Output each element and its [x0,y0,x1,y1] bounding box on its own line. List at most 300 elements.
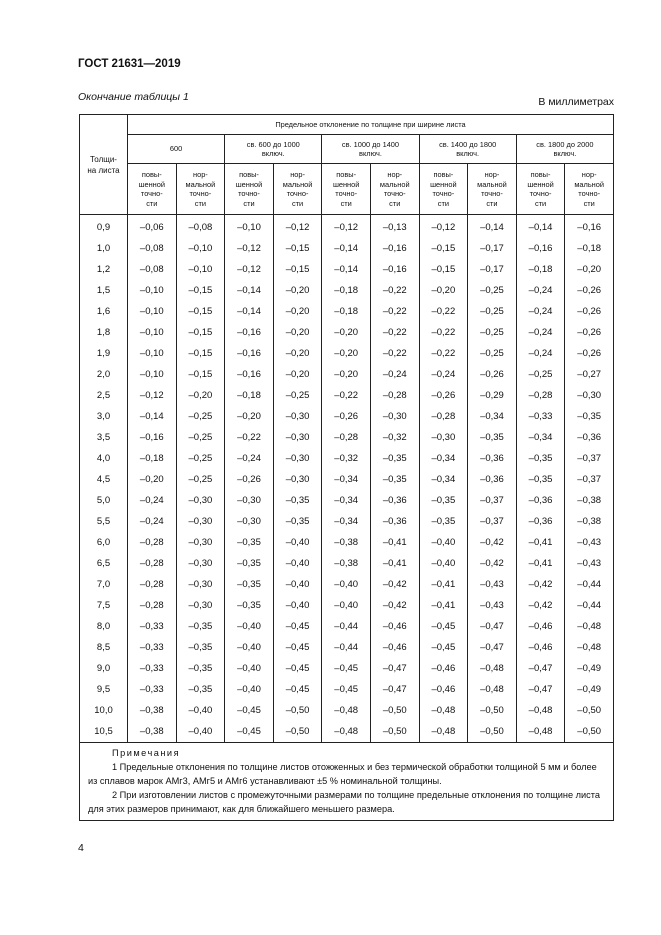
deviation-cell: –0,20 [273,364,322,385]
deviation-cell: –0,36 [516,511,565,532]
deviation-cell: –0,35 [176,658,225,679]
deviation-cell: –0,12 [128,385,177,406]
deviation-cell: –0,14 [225,280,274,301]
page-number: 4 [78,842,84,854]
thickness-cell: 9,0 [80,658,128,679]
thickness-cell: 8,0 [80,616,128,637]
deviation-cell: –0,45 [322,658,371,679]
deviation-cell: –0,34 [322,490,371,511]
deviation-cell: –0,34 [516,427,565,448]
deviation-cell: –0,28 [128,532,177,553]
deviation-cell: –0,38 [565,511,614,532]
deviation-cell: –0,38 [322,553,371,574]
deviation-cell: –0,15 [176,364,225,385]
deviation-cell: –0,15 [273,238,322,259]
deviation-cell: –0,18 [565,238,614,259]
deviation-cell: –0,14 [128,406,177,427]
deviation-cell: –0,34 [468,406,517,427]
deviation-cell: –0,33 [128,637,177,658]
deviation-cell: –0,12 [225,238,274,259]
deviation-cell: –0,34 [419,448,468,469]
deviation-cell: –0,20 [176,385,225,406]
deviation-cell: –0,43 [468,574,517,595]
table-row [80,280,614,301]
deviation-cell: –0,43 [565,532,614,553]
table-caption: Окончание таблицы 1 [78,91,189,103]
deviation-cell: –0,35 [273,490,322,511]
deviation-cell: –0,35 [176,679,225,700]
table-row [80,406,614,427]
deviation-cell: –0,45 [225,700,274,721]
deviation-cell: –0,40 [322,595,371,616]
deviation-cell: –0,18 [322,301,371,322]
precision-header: повы-шенной точно-сти [322,164,371,215]
table-row [80,595,614,616]
deviation-cell: –0,10 [128,280,177,301]
deviation-cell: –0,48 [565,616,614,637]
deviation-cell: –0,35 [419,490,468,511]
deviation-cell: –0,10 [176,259,225,280]
deviation-cell: –0,24 [516,343,565,364]
deviation-cell: –0,20 [322,364,371,385]
deviation-cell: –0,25 [468,343,517,364]
table-row [80,238,614,259]
deviation-cell: –0,10 [225,215,274,239]
deviation-cell: –0,35 [176,637,225,658]
deviation-cell: –0,34 [322,511,371,532]
deviation-cell: –0,25 [468,322,517,343]
deviation-cell: –0,30 [176,490,225,511]
deviation-cell: –0,14 [468,215,517,239]
deviation-cell: –0,08 [176,215,225,239]
deviation-cell: –0,28 [419,406,468,427]
deviation-cell: –0,14 [322,259,371,280]
deviation-cell: –0,28 [128,595,177,616]
deviation-cell: –0,26 [565,322,614,343]
deviation-cell: –0,40 [225,658,274,679]
deviation-cell: –0,16 [516,238,565,259]
deviation-cell: –0,24 [516,301,565,322]
deviation-cell: –0,22 [370,301,419,322]
deviation-cell: –0,38 [128,721,177,743]
deviation-cell: –0,25 [516,364,565,385]
deviation-cell: –0,16 [370,238,419,259]
precision-header: нор-мальной точно-сти [370,164,419,215]
deviation-cell: –0,47 [516,658,565,679]
deviation-cell: –0,45 [273,637,322,658]
deviation-cell: –0,41 [419,574,468,595]
deviation-cell: –0,25 [176,448,225,469]
deviation-cell: –0,12 [322,215,371,239]
deviation-cell: –0,12 [225,259,274,280]
deviation-cell: –0,18 [225,385,274,406]
deviation-cell: –0,17 [468,259,517,280]
table-row [80,511,614,532]
deviation-cell: –0,50 [273,721,322,743]
deviation-cell: –0,40 [419,553,468,574]
table-row [80,259,614,280]
deviation-cell: –0,26 [225,469,274,490]
thickness-cell: 7,5 [80,595,128,616]
deviation-cell: –0,10 [176,238,225,259]
table-row [80,637,614,658]
table-row [80,721,614,743]
table-row [80,385,614,406]
thickness-cell: 2,5 [80,385,128,406]
deviation-cell: –0,48 [322,700,371,721]
deviation-cell: –0,42 [370,595,419,616]
deviation-cell: –0,40 [176,700,225,721]
deviation-cell: –0,37 [565,469,614,490]
deviation-cell: –0,30 [419,427,468,448]
deviation-cell: –0,25 [176,406,225,427]
precision-header: повы-шенной точно-сти [516,164,565,215]
deviation-cell: –0,20 [322,322,371,343]
deviation-cell: –0,50 [370,700,419,721]
deviation-cell: –0,15 [176,301,225,322]
deviation-cell: –0,48 [468,679,517,700]
thickness-cell: 7,0 [80,574,128,595]
deviation-table [79,114,614,821]
deviation-cell: –0,33 [128,658,177,679]
deviation-cell: –0,50 [370,721,419,743]
deviation-cell: –0,20 [128,469,177,490]
deviation-cell: –0,40 [273,553,322,574]
deviation-cell: –0,35 [225,574,274,595]
group-header: Предельное отклонение по толщине при ширине листа [128,115,614,135]
deviation-cell: –0,40 [273,595,322,616]
deviation-cell: –0,22 [370,343,419,364]
table-row [80,574,614,595]
deviation-cell: –0,10 [128,364,177,385]
deviation-cell: –0,24 [225,448,274,469]
table-row [80,215,614,239]
deviation-cell: –0,30 [273,469,322,490]
thickness-cell: 5,5 [80,511,128,532]
deviation-cell: –0,30 [370,406,419,427]
deviation-cell: –0,18 [128,448,177,469]
deviation-cell: –0,25 [468,280,517,301]
deviation-cell: –0,30 [225,490,274,511]
deviation-cell: –0,42 [370,574,419,595]
deviation-cell: –0,41 [370,532,419,553]
deviation-cell: –0,06 [128,215,177,239]
deviation-cell: –0,10 [128,301,177,322]
deviation-cell: –0,12 [419,215,468,239]
thickness-header: Толщи-на листа [80,115,128,215]
deviation-cell: –0,26 [322,406,371,427]
deviation-cell: –0,30 [176,511,225,532]
deviation-cell: –0,22 [419,343,468,364]
deviation-cell: –0,26 [419,385,468,406]
deviation-cell: –0,15 [176,280,225,301]
deviation-cell: –0,33 [128,679,177,700]
deviation-cell: –0,41 [516,553,565,574]
deviation-cell: –0,46 [419,679,468,700]
deviation-cell: –0,36 [468,469,517,490]
deviation-cell: –0,17 [468,238,517,259]
deviation-cell: –0,35 [370,469,419,490]
deviation-cell: –0,38 [565,490,614,511]
table-row [80,301,614,322]
deviation-cell: –0,24 [128,490,177,511]
units-label: В миллиметрах [538,96,614,108]
deviation-cell: –0,35 [225,553,274,574]
deviation-cell: –0,40 [273,532,322,553]
deviation-cell: –0,46 [370,616,419,637]
deviation-cell: –0,50 [565,721,614,743]
table-row [80,490,614,511]
deviation-cell: –0,40 [225,616,274,637]
deviation-cell: –0,13 [370,215,419,239]
deviation-cell: –0,25 [176,469,225,490]
deviation-cell: –0,18 [322,280,371,301]
deviation-cell: –0,35 [419,511,468,532]
thickness-cell: 1,8 [80,322,128,343]
deviation-cell: –0,20 [565,259,614,280]
deviation-cell: –0,42 [516,574,565,595]
deviation-cell: –0,20 [273,301,322,322]
deviation-cell: –0,40 [419,532,468,553]
table-row [80,616,614,637]
note-item: 2 При изготовлении листов с промежуточными размерами по толщине предельные отклонения по толщине листа для этих размеров принимают, как для ближайшего меньшего размера. [88,790,600,814]
deviation-cell: –0,24 [370,364,419,385]
thickness-cell: 1,9 [80,343,128,364]
deviation-cell: –0,22 [322,385,371,406]
deviation-cell: –0,45 [322,679,371,700]
thickness-cell: 4,5 [80,469,128,490]
deviation-cell: –0,37 [565,448,614,469]
deviation-cell: –0,27 [565,364,614,385]
deviation-cell: –0,24 [516,322,565,343]
deviation-cell: –0,14 [322,238,371,259]
deviation-cell: –0,37 [468,511,517,532]
deviation-cell: –0,20 [322,343,371,364]
deviation-cell: –0,16 [225,322,274,343]
deviation-cell: –0,41 [516,532,565,553]
deviation-cell: –0,40 [225,637,274,658]
deviation-cell: –0,26 [565,280,614,301]
deviation-cell: –0,28 [370,385,419,406]
deviation-cell: –0,30 [176,574,225,595]
deviation-cell: –0,44 [322,637,371,658]
deviation-cell: –0,30 [176,553,225,574]
deviation-cell: –0,36 [468,448,517,469]
deviation-cell: –0,43 [468,595,517,616]
deviation-cell: –0,30 [225,511,274,532]
deviation-cell: –0,40 [322,574,371,595]
deviation-cell: –0,22 [370,322,419,343]
deviation-cell: –0,38 [322,532,371,553]
deviation-cell: –0,42 [516,595,565,616]
precision-header: повы-шенной точно-сти [419,164,468,215]
notes-block [80,743,614,821]
deviation-cell: –0,45 [273,658,322,679]
deviation-cell: –0,28 [128,574,177,595]
deviation-cell: –0,16 [370,259,419,280]
thickness-cell: 0,9 [80,215,128,239]
deviation-cell: –0,37 [468,490,517,511]
deviation-cell: –0,34 [419,469,468,490]
table-row [80,553,614,574]
deviation-cell: –0,20 [225,406,274,427]
deviation-cell: –0,45 [273,679,322,700]
deviation-cell: –0,46 [516,616,565,637]
deviation-cell: –0,30 [273,448,322,469]
deviation-cell: –0,47 [468,637,517,658]
width-header: св. 1400 до 1800 включ. [419,135,516,164]
deviation-cell: –0,30 [176,532,225,553]
deviation-cell: –0,22 [370,280,419,301]
deviation-cell: –0,18 [516,259,565,280]
thickness-cell: 1,6 [80,301,128,322]
deviation-cell: –0,25 [468,301,517,322]
deviation-cell: –0,36 [370,511,419,532]
deviation-cell: –0,22 [419,301,468,322]
deviation-cell: –0,47 [370,658,419,679]
deviation-cell: –0,48 [516,721,565,743]
deviation-cell: –0,08 [128,238,177,259]
deviation-cell: –0,15 [176,322,225,343]
precision-header: нор-мальной точно-сти [565,164,614,215]
deviation-cell: –0,41 [419,595,468,616]
precision-header: нор-мальной точно-сти [273,164,322,215]
thickness-cell: 3,5 [80,427,128,448]
precision-header: нор-мальной точно-сти [176,164,225,215]
width-header: св. 1800 до 2000 включ. [516,135,613,164]
deviation-cell: –0,24 [419,364,468,385]
deviation-cell: –0,48 [322,721,371,743]
thickness-cell: 2,0 [80,364,128,385]
thickness-cell: 1,5 [80,280,128,301]
deviation-cell: –0,24 [128,511,177,532]
deviation-cell: –0,44 [565,595,614,616]
deviation-cell: –0,22 [419,322,468,343]
deviation-cell: –0,42 [468,553,517,574]
deviation-cell: –0,25 [273,385,322,406]
table-row [80,469,614,490]
table-row [80,343,614,364]
deviation-cell: –0,10 [128,343,177,364]
deviation-cell: –0,40 [176,721,225,743]
deviation-cell: –0,35 [225,595,274,616]
deviation-cell: –0,22 [225,427,274,448]
note-item: 1 Предельные отклонения по толщине листов отожженных и без термической обработки толщиной 5 мм и более из сплавов марок АМг3, АМг5 и АМг6 устанавливают ±5 % номинальной толщины. [88,762,597,786]
deviation-cell: –0,40 [225,679,274,700]
deviation-cell: –0,30 [273,406,322,427]
deviation-cell: –0,30 [273,427,322,448]
deviation-cell: –0,36 [370,490,419,511]
deviation-cell: –0,46 [370,637,419,658]
deviation-cell: –0,50 [468,700,517,721]
deviation-cell: –0,32 [322,448,371,469]
deviation-cell: –0,48 [468,658,517,679]
deviation-cell: –0,35 [370,448,419,469]
thickness-cell: 10,0 [80,700,128,721]
deviation-cell: –0,35 [565,406,614,427]
deviation-cell: –0,43 [565,553,614,574]
deviation-cell: –0,28 [516,385,565,406]
deviation-cell: –0,48 [565,637,614,658]
deviation-cell: –0,38 [128,700,177,721]
table-row [80,658,614,679]
deviation-cell: –0,20 [273,280,322,301]
deviation-cell: –0,15 [176,343,225,364]
deviation-cell: –0,44 [322,616,371,637]
deviation-cell: –0,20 [273,322,322,343]
deviation-cell: –0,45 [419,616,468,637]
notes-heading: Примечания [112,748,181,758]
table-body [80,215,614,743]
deviation-cell: –0,24 [516,280,565,301]
thickness-cell: 4,0 [80,448,128,469]
deviation-cell: –0,10 [128,322,177,343]
thickness-cell: 1,2 [80,259,128,280]
thickness-cell: 3,0 [80,406,128,427]
deviation-cell: –0,32 [370,427,419,448]
deviation-cell: –0,35 [468,427,517,448]
deviation-cell: –0,33 [516,406,565,427]
thickness-cell: 6,0 [80,532,128,553]
table-row [80,700,614,721]
table-row [80,427,614,448]
deviation-cell: –0,46 [419,658,468,679]
deviation-cell: –0,08 [128,259,177,280]
deviation-cell: –0,26 [468,364,517,385]
deviation-cell: –0,14 [225,301,274,322]
deviation-cell: –0,45 [225,721,274,743]
width-header: св. 600 до 1000 включ. [225,135,322,164]
deviation-cell: –0,28 [128,553,177,574]
deviation-cell: –0,16 [565,215,614,239]
deviation-cell: –0,20 [419,280,468,301]
precision-header: повы-шенной точно-сти [128,164,177,215]
thickness-cell: 8,5 [80,637,128,658]
deviation-cell: –0,34 [322,469,371,490]
deviation-cell: –0,26 [565,301,614,322]
deviation-cell: –0,16 [225,343,274,364]
deviation-cell: –0,49 [565,679,614,700]
width-header: 600 [128,135,225,164]
table-row [80,679,614,700]
deviation-cell: –0,30 [176,595,225,616]
deviation-cell: –0,50 [565,700,614,721]
deviation-cell: –0,50 [273,700,322,721]
deviation-cell: –0,15 [419,238,468,259]
deviation-cell: –0,25 [176,427,225,448]
table-row [80,448,614,469]
deviation-cell: –0,35 [176,616,225,637]
deviation-cell: –0,15 [419,259,468,280]
deviation-cell: –0,48 [419,721,468,743]
deviation-cell: –0,16 [128,427,177,448]
deviation-cell: –0,47 [468,616,517,637]
table-row [80,532,614,553]
deviation-cell: –0,14 [516,215,565,239]
deviation-cell: –0,36 [565,427,614,448]
deviation-cell: –0,48 [516,700,565,721]
deviation-cell: –0,33 [128,616,177,637]
deviation-cell: –0,30 [565,385,614,406]
thickness-cell: 10,5 [80,721,128,743]
deviation-cell: –0,16 [225,364,274,385]
thickness-cell: 5,0 [80,490,128,511]
deviation-cell: –0,45 [273,616,322,637]
deviation-cell: –0,46 [516,637,565,658]
deviation-cell: –0,12 [273,215,322,239]
deviation-cell: –0,35 [516,448,565,469]
precision-header: нор-мальной точно-сти [468,164,517,215]
